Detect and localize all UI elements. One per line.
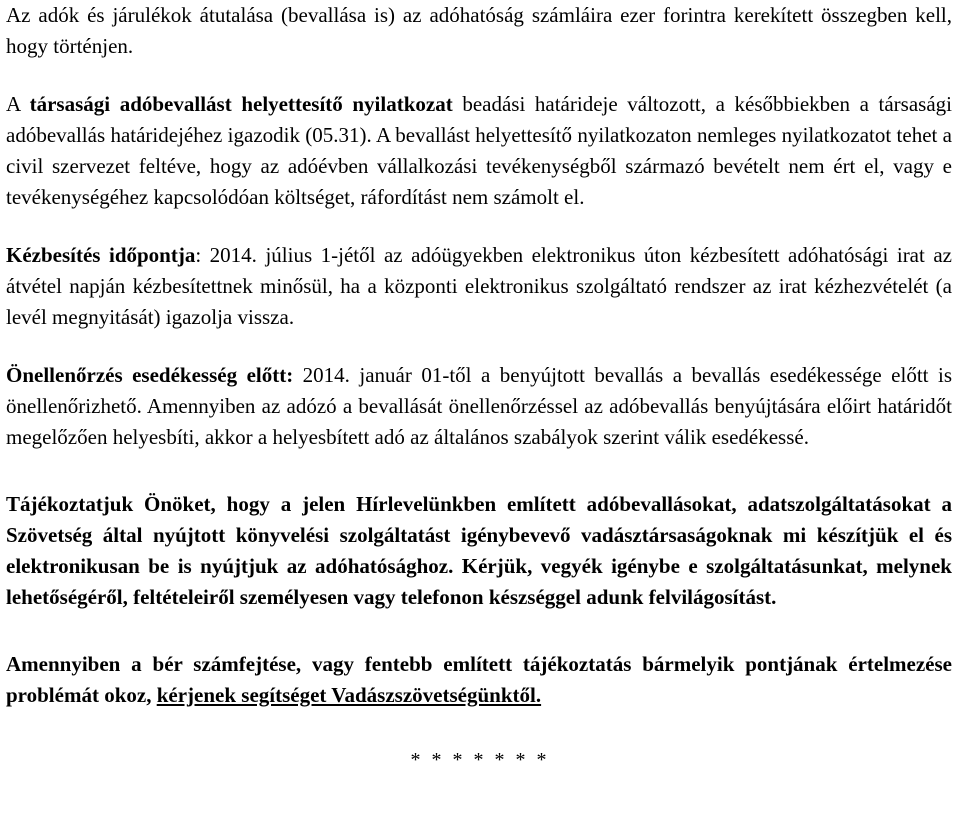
paragraph-self-revision	[6, 360, 952, 453]
bold-term-delivery-date: Kézbesítés időpontja	[6, 243, 196, 267]
paragraph-help-request	[6, 649, 952, 711]
section-separator: * * * * * * *	[410, 749, 550, 771]
bold-term-self-revision: Önellenőrzés esedékesség előtt:	[6, 363, 294, 387]
paragraph-tax-transfer: Az adók és járulékok átutalása (bevallása is) az adóhatóság számláira ezer forintra kerekített összegben kell, hogy történjen.	[6, 3, 952, 58]
underlined-help-text: kérjenek segítséget Vadászszövetségünktől.	[156, 683, 542, 707]
paragraph-body: beadási határideje változott, a későbbiekben a társasági adóbevallás határidejéhez igazodik (05.31). A bevallást helyettesítő nyilatkozaton nemleges nyilatkozatot tehet a civil szervezet feltéve, hogy az adóévben vállalkozási tevékenységből származó bevételt nem ért el, vagy e tevékenységéhez kapcsolódóan költséget, ráfordítást nem számolt el.	[6, 92, 952, 209]
paragraph-body: 2014. január 01-től a benyújtott bevallás a bevallás esedékessége előtt is önellenőrizhető. Amennyiben az adózó a bevallását önellenőrzéssel az adóbevallás benyújtására előirt határidőt megelőzően helyesbíti, akkor a helyesbített adó az általános szabályok szerint válik esedékessé.	[6, 363, 952, 449]
paragraph-prefix: A	[6, 92, 30, 116]
paragraph-body: : 2014. július 1-jétől az adóügyekben elektronikus úton kézbesített adóhatósági irat az átvétel napján kézbesítettnek minősül, ha a központi elektronikus szolgáltató rendszer az irat kézhezvételét (a levél megnyitását) igazolja vissza.	[6, 243, 952, 329]
paragraph-corporate-tax-declaration	[6, 89, 952, 213]
paragraph-delivery-date	[6, 240, 952, 333]
paragraph-body: Amennyiben a bér számfejtése, vagy fentebb említett tájékoztatás bármelyik pontjának értelmezése problémát okoz,	[6, 652, 952, 707]
bold-term-corporate-tax: társasági adóbevallást helyettesítő nyilatkozat	[29, 92, 453, 116]
paragraph-service-notice: Tájékoztatjuk Önöket, hogy a jelen Hírlevelünkben említett adóbevallásokat, adatszolgáltatásokat a Szövetség által nyújtott könyvelési szolgáltatást igénybevevő vadásztársaságoknak mi készítjük el és elektronikusan be is nyújtjuk az adóhatósághoz. Kérjük, vegyék igénybe e szolgáltatásunkat, melynek lehetőségéről, feltételeiről személyesen vagy telefonon készséggel adunk felvilágosítást.	[6, 492, 952, 609]
